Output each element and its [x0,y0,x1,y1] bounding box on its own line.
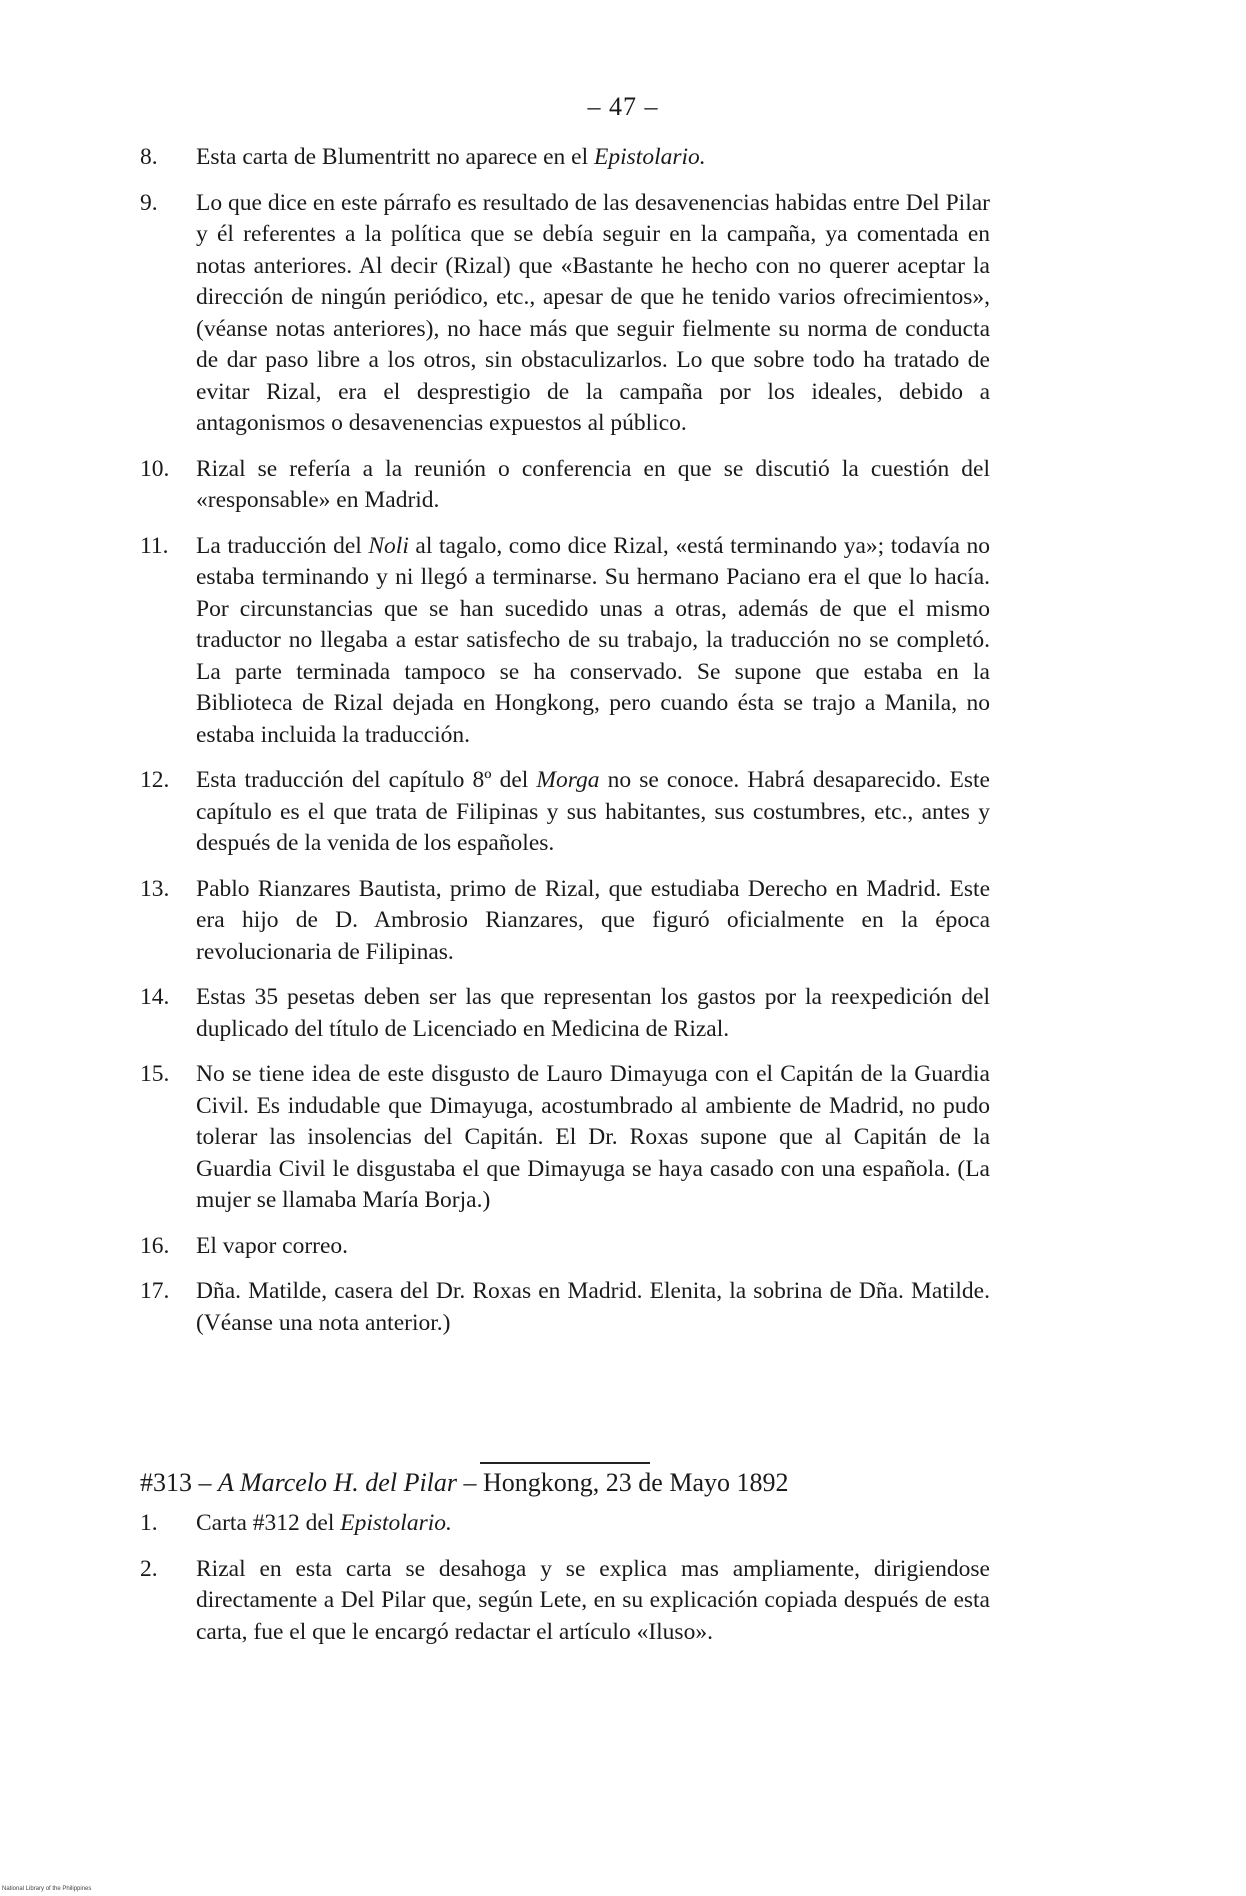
note-text: No se tiene idea de este disgusto de Lauro Dimayuga con el Capitán de la Guardia Civil. Es indudable que Dimayuga, acostumbrado al ambiente de Madrid, no pudo tolerar las insolencias del Capitán. El Dr. Roxas supone que al Capitán de la Guardia Civil le disgustaba el que Dimayuga se haya casado con una española. (La mujer se llamaba María Borja.) [196,1061,990,1213]
heading-dash: – [457,1468,484,1497]
note-item [140,531,990,752]
note-text: Lo que dice en este párrafo es resultado de las desavenencias habidas entre Del Pilar y él referentes a la política que se debía seguir en la campaña, ya comentada en notas anteriores. Al decir (Rizal) que «Bastante he hecho con no querer aceptar la dirección de ningún periódico, etc., apesar de que he tenido varios ofrecimientos», (véanse notas anteriores), no hace más que seguir fielmente su norma de conducta de dar paso libre a los otros, sin obstaculizarlos. Lo que sobre todo ha tratado de evitar Rizal, era el desprestigio de la campaña por los ideales, debido a antagonismos o desavenencias expuestos al público. [196,189,990,436]
note-text: Estas 35 pesetas deben ser las que representan los gastos por la reexpedición del duplicado del título de Licenciado en Medicina de Rizal. [196,984,990,1042]
note-text: Pablo Rianzares Bautista, primo de Rizal, que estudiaba Derecho en Madrid. Este era hijo de D. Ambrosio Rianzares, que figuró oficialmente en la época revolucionaria de Filipinas. [196,875,990,965]
note-item [140,1059,990,1217]
letter-note-number: 2. [140,1555,158,1582]
letter-notes-list [140,1508,990,1662]
note-number: 13. [140,875,170,902]
page-number: – 47 – [587,92,659,121]
note-text: La traducción del Noli al tagalo, como dice Rizal, «está terminando ya»; todavía no estaba terminando y ni llegó a terminarse. Su hermano Paciano era el que lo hacía. Por circunstancias que se han sucedido unas a otras, además de que el mismo traductor no llegaba a estar satisfecho de su trabajo, la traducción no se completó. La parte terminada tampoco se ha conservado. Se supone que estaba en la Biblioteca de Rizal dejada en Hongkong, pero cuando ésta se trajo a Manila, no estaba incluida la traducción. [196,532,991,748]
heading-dash: – [192,1468,218,1497]
note-number: 8. [140,144,158,170]
letter-note-item [140,1508,990,1540]
footer-credit: National Library of the Philippines [2,1886,92,1892]
note-number: 16. [140,1232,170,1259]
note-text: El vapor correo. [196,1232,349,1259]
letter-place-date: Hongkong, 23 de Mayo 1892 [483,1468,789,1497]
notes-list [140,142,990,1353]
note-text: Esta traducción del capítulo 8º del Morga no se conoce. Habrá desaparecido. Este capítulo es el que trata de Filipinas y sus habitantes, sus costumbres, etc., antes y después de la venida de los españoles. [196,767,990,856]
note-text: Esta carta de Blumentritt no aparece en el Epistolario. [196,144,706,170]
letter-heading [140,1465,1000,1501]
note-number: 12. [140,767,170,793]
note-item [140,982,990,1045]
letter-note-number: 1. [140,1510,158,1536]
section-separator [480,1462,650,1464]
note-number: 9. [140,189,158,216]
note-item [140,454,990,517]
note-item [140,1231,990,1263]
letter-number: #313 [140,1468,192,1497]
note-number: 10. [140,455,170,482]
note-number: 11. [140,532,169,559]
note-item [140,142,990,174]
letter-note-text: Rizal en esta carta se desahoga y se explica mas ampliamente, dirigiendose directamente a Del Pilar que, según Lete, en su explicación copiada después de esta carta, fue el que le encargó redactar el artículo «Iluso». [196,1555,990,1645]
note-text: Dña. Matilde, casera del Dr. Roxas en Madrid. Elenita, la sobrina de Dña. Matilde. (Véanse una nota anterior.) [196,1278,990,1336]
letter-recipient: A Marcelo H. del Pilar [218,1468,458,1497]
note-item [140,765,990,860]
note-item [140,188,990,440]
note-item [140,874,990,969]
note-number: 17. [140,1278,170,1304]
letter-note-text: Carta #312 del Epistolario. [196,1510,452,1536]
note-number: 15. [140,1061,170,1087]
letter-note-item [140,1554,990,1649]
note-text: Rizal se refería a la reunión o conferencia en que se discutió la cuestión del «responsable» en Madrid. [196,455,990,513]
note-item [140,1276,990,1339]
note-number: 14. [140,984,170,1010]
